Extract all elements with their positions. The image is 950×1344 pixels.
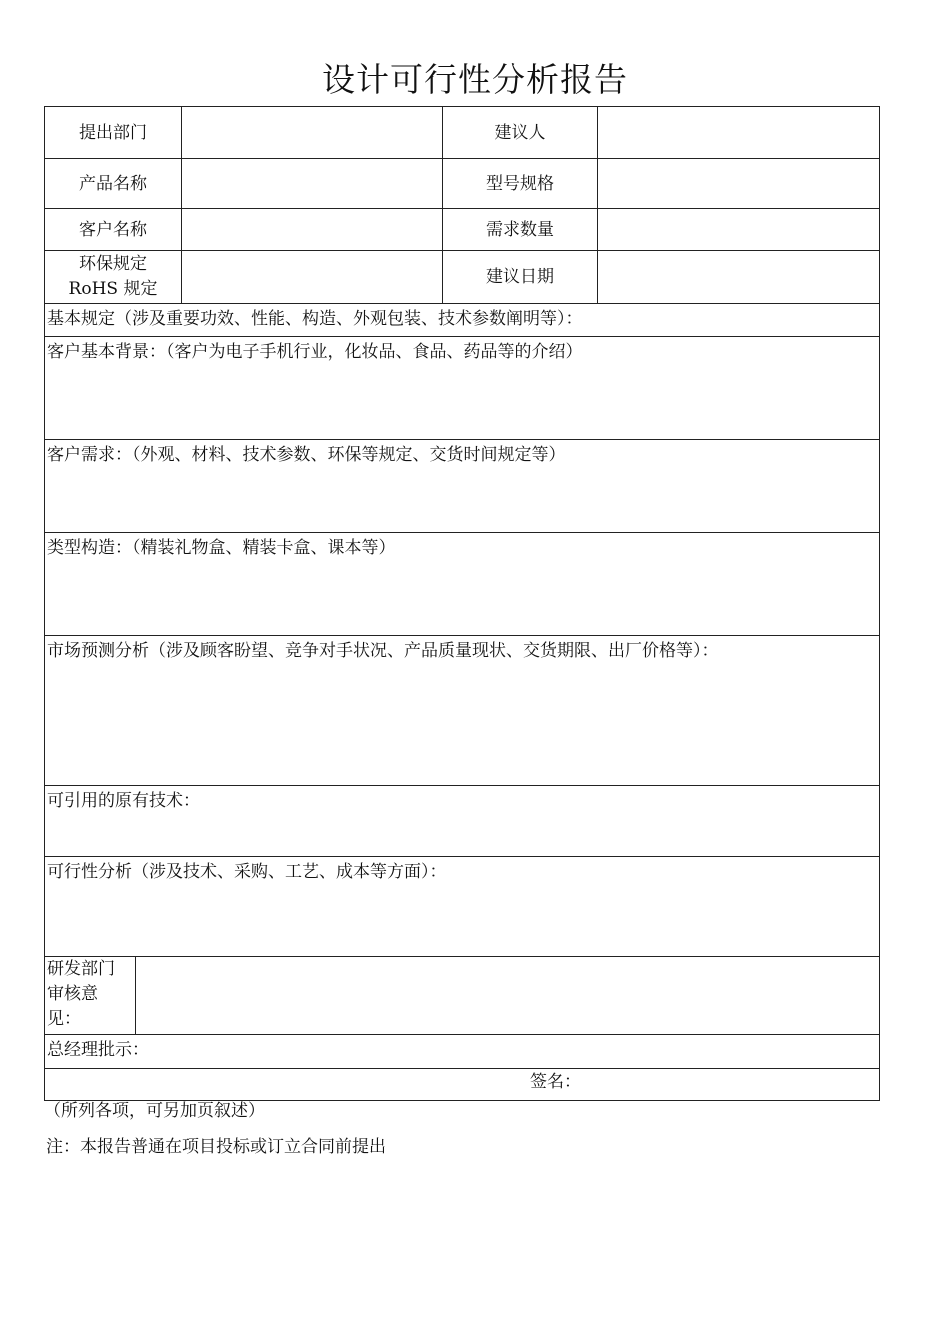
section-demand-label: 客户需求：（外观、材料、技术参数、环保等规定、交货时间规定等）: [47, 445, 566, 465]
section-background-label: 客户基本背景：（客户为电子手机行业，化妆品、食品、药品等的介绍）: [47, 342, 583, 362]
form-row-dept: [45, 107, 879, 158]
section-feasibility[interactable]: [45, 856, 879, 956]
section-demand[interactable]: [45, 439, 879, 532]
approval-row[interactable]: [45, 1034, 879, 1068]
section-structure-label: 类型构造：（精装礼物盒、精装卡盒、课本等）: [47, 538, 396, 558]
date-label: 建议日期: [443, 251, 598, 303]
env-label-line2: RoHS 规定: [68, 279, 158, 299]
date-field[interactable]: [598, 251, 879, 303]
section-basic-label: 基本规定（涉及重要功效、性能、构造、外观包装、技术参数阐明等）：: [47, 309, 583, 329]
section-tech-label: 可引用的原有技术：: [47, 791, 200, 811]
form-row-product: [45, 158, 879, 208]
page-title: 设计可行性分析报告: [322, 60, 628, 99]
section-tech[interactable]: [45, 785, 879, 856]
env-field[interactable]: [182, 251, 443, 303]
signature-row[interactable]: [45, 1068, 879, 1100]
signature-cell: [45, 1069, 879, 1100]
customer-label: 客户名称: [45, 209, 182, 250]
section-feasibility-label: 可行性分析（涉及技术、采购、工艺、成本等方面）：: [47, 862, 447, 882]
env-label: [45, 251, 182, 303]
approval-label: 总经理批示：: [47, 1040, 149, 1060]
env-label-line1: 环保规定: [79, 254, 147, 274]
proposer-field[interactable]: [598, 107, 879, 158]
footnote-extra-pages: （所列各项，可另加页叙述）: [44, 1101, 265, 1121]
dept-field[interactable]: [182, 107, 443, 158]
review-label-line3: 见：: [47, 1009, 81, 1029]
form-row-env: [45, 250, 879, 303]
section-structure[interactable]: [45, 532, 879, 635]
section-background[interactable]: [45, 336, 879, 439]
product-field[interactable]: [182, 159, 443, 208]
section-market-label: 市场预测分析（涉及顾客盼望、竞争对手状况、产品质量现状、交货期限、出厂价格等）：: [47, 641, 719, 661]
dept-label: 提出部门: [45, 107, 182, 158]
model-field[interactable]: [598, 159, 879, 208]
section-market[interactable]: [45, 635, 879, 785]
signature-label: 签名：: [530, 1072, 581, 1092]
review-row: [45, 956, 879, 1034]
review-field[interactable]: [136, 957, 879, 1034]
footnote-submission: 注：本报告普通在项目投标或订立合同前提出: [46, 1137, 386, 1157]
model-label: 型号规格: [443, 159, 598, 208]
proposer-label: 建议人: [443, 107, 598, 158]
product-label: 产品名称: [45, 159, 182, 208]
review-label: [45, 957, 136, 1034]
quantity-field[interactable]: [598, 209, 879, 250]
section-basic[interactable]: [45, 303, 879, 336]
report-form: [44, 106, 880, 1101]
quantity-label: 需求数量: [443, 209, 598, 250]
form-row-customer: [45, 208, 879, 250]
customer-field[interactable]: [182, 209, 443, 250]
review-label-line2: 审核意: [47, 984, 98, 1004]
review-label-line1: 研发部门: [47, 959, 115, 979]
